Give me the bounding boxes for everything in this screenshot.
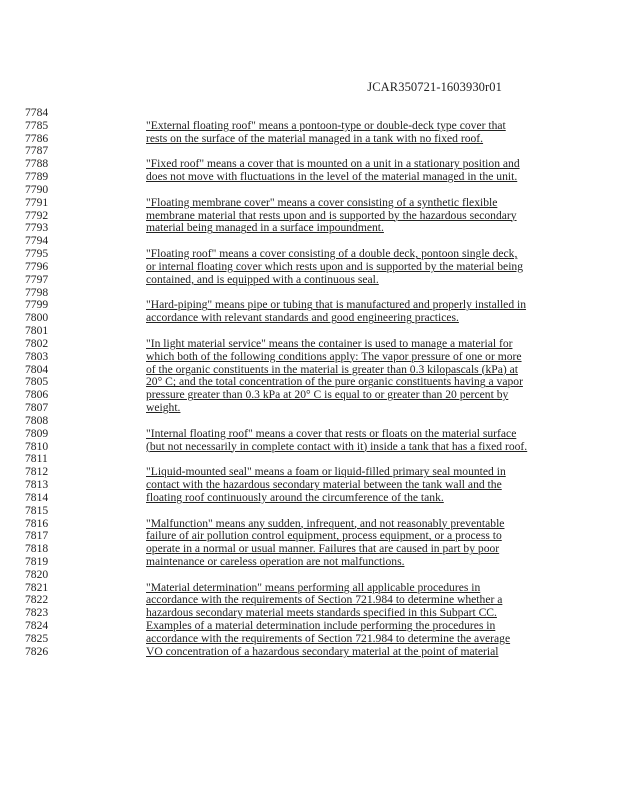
line-number: 7803 bbox=[25, 349, 49, 363]
text-line: pressure greater than 0.3 kPa at 20° C is equal to or greater than 20 percent by bbox=[146, 388, 509, 402]
document-id-header: JCAR350721-1603930r01 bbox=[367, 80, 502, 94]
line-number: 7801 bbox=[25, 324, 49, 338]
line-number: 7789 bbox=[25, 170, 49, 184]
text-line: failure of air pollution control equipment, process equipment, or a process to bbox=[146, 529, 502, 543]
line-number: 7798 bbox=[25, 285, 49, 299]
line-number: 7815 bbox=[25, 503, 49, 517]
text-line: "Fixed roof" means a cover that is mounted on a unit in a stationary position and bbox=[146, 157, 520, 171]
text-line bbox=[146, 415, 540, 428]
text-line: accordance with relevant standards and good engineering practices. bbox=[146, 311, 459, 325]
line-number: 7809 bbox=[25, 426, 49, 440]
text-line: "Floating membrane cover" means a cover consisting of a synthetic flexible bbox=[146, 195, 498, 209]
amended-text-column bbox=[146, 107, 540, 659]
text-line: (but not necessarily in complete contact with it) inside a tank that has a fixed roof. bbox=[146, 439, 528, 453]
text-line: "Hard-piping" means pipe or tubing that is manufactured and properly installed in bbox=[146, 298, 527, 312]
line-number: 7786 bbox=[25, 131, 49, 145]
text-line bbox=[146, 505, 540, 518]
line-number: 7792 bbox=[25, 208, 49, 222]
line-number: 7791 bbox=[25, 195, 49, 209]
line-number: 7785 bbox=[25, 118, 49, 132]
line-number: 7813 bbox=[25, 478, 49, 492]
line-number: 7799 bbox=[25, 298, 49, 312]
line-number: 7808 bbox=[25, 413, 49, 427]
text-line: operate in a normal or usual manner. Failures that are caused in part by poor bbox=[146, 542, 500, 556]
text-line: VO concentration of a hazardous secondary material at the point of material bbox=[146, 644, 499, 658]
line-number-column bbox=[25, 107, 65, 659]
text-line: "Material determination" means performing all applicable procedures in bbox=[146, 580, 481, 594]
text-line: rests on the surface of the material managed in a tank with no fixed roof. bbox=[146, 131, 484, 145]
line-number: 7818 bbox=[25, 542, 49, 556]
line-number: 7790 bbox=[25, 182, 49, 196]
line-number: 7797 bbox=[25, 272, 49, 286]
text-line: or internal floating cover which rests upon and is supported by the material being bbox=[146, 259, 524, 273]
line-number: 7796 bbox=[25, 259, 49, 273]
text-line bbox=[146, 107, 540, 120]
line-number: 7812 bbox=[25, 465, 49, 479]
text-line: weight. bbox=[146, 401, 181, 415]
text-line: hazardous secondary material meets standards specified in this Subpart CC. bbox=[146, 606, 497, 620]
line-number: 7804 bbox=[25, 362, 49, 376]
line-number: 7787 bbox=[25, 144, 49, 158]
text-line: "In light material service" means the container is used to manage a material for bbox=[146, 336, 513, 350]
text-line: which both of the following conditions apply: The vapor pressure of one or more bbox=[146, 349, 522, 363]
line-number: 7825 bbox=[25, 631, 49, 645]
text-line: material being managed in a surface impoundment. bbox=[146, 221, 384, 235]
line-number: 7784 bbox=[25, 106, 49, 119]
text-line: contact with the hazardous secondary material between the tank wall and the bbox=[146, 478, 502, 492]
text-line: contained, and is equipped with a continuous seal. bbox=[146, 272, 379, 286]
line-number: 7823 bbox=[25, 606, 49, 620]
line-number: 7800 bbox=[25, 311, 49, 325]
line-number: 7802 bbox=[25, 336, 49, 350]
line-number: 7814 bbox=[25, 490, 49, 504]
text-line bbox=[146, 569, 540, 582]
line-number: 7794 bbox=[25, 234, 49, 248]
line-number: 7807 bbox=[25, 401, 49, 415]
line-number: 7788 bbox=[25, 157, 49, 171]
text-line: maintenance or careless operation are not malfunctions. bbox=[146, 554, 405, 568]
text-line bbox=[146, 184, 540, 197]
line-number: 7819 bbox=[25, 554, 49, 568]
line-number: 7824 bbox=[25, 619, 49, 633]
line-number: 7810 bbox=[25, 439, 49, 453]
text-line: does not move with fluctuations in the level of the material managed in the unit. bbox=[146, 170, 518, 184]
text-line: of the organic constituents in the material is greater than 0.3 kilopascals (kPa) at bbox=[146, 362, 518, 376]
line-number: 7805 bbox=[25, 375, 49, 389]
text-line: "External floating roof" means a pontoon-type or double-deck type cover that bbox=[146, 118, 506, 132]
text-line bbox=[146, 325, 540, 338]
text-line: accordance with the requirements of Section 721.984 to determine the average bbox=[146, 631, 511, 645]
line-number: 7816 bbox=[25, 516, 49, 530]
text-line: floating roof continuously around the circumference of the tank. bbox=[146, 490, 444, 504]
line-number: 7826 bbox=[25, 644, 49, 658]
line-number: 7811 bbox=[25, 452, 48, 466]
line-number: 7817 bbox=[25, 529, 49, 543]
text-line: "Malfunction" means any sudden, infrequent, and not reasonably preventable bbox=[146, 516, 505, 530]
line-number: 7793 bbox=[25, 221, 49, 235]
text-line: "Internal floating roof" means a cover that rests or floats on the material surface bbox=[146, 426, 517, 440]
text-line: accordance with the requirements of Section 721.984 to determine whether a bbox=[146, 593, 503, 607]
line-number: 7806 bbox=[25, 388, 49, 402]
text-line: membrane material that rests upon and is supported by the hazardous secondary bbox=[146, 208, 517, 222]
text-line: 20° C; and the total concentration of the pure organic constituents having a vapor bbox=[146, 375, 523, 389]
text-line: Examples of a material determination include performing the procedures in bbox=[146, 619, 496, 633]
text-line: "Floating roof" means a cover consisting of a double deck, pontoon single deck, bbox=[146, 247, 518, 261]
line-number: 7795 bbox=[25, 247, 49, 261]
line-number: 7820 bbox=[25, 567, 49, 581]
text-line: "Liquid-mounted seal" means a foam or liquid-filled primary seal mounted in bbox=[146, 465, 506, 479]
line-number: 7822 bbox=[25, 593, 49, 607]
line-number: 7821 bbox=[25, 580, 49, 594]
